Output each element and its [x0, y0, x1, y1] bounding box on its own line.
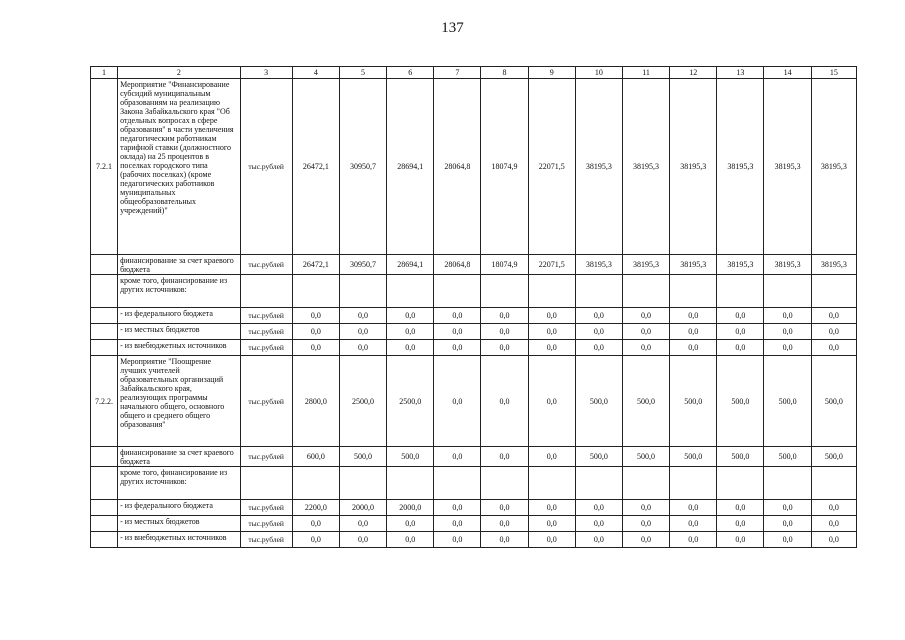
- value-cell: 0,0: [292, 532, 339, 548]
- row-code: [91, 308, 118, 324]
- value-cell: 500,0: [717, 447, 764, 467]
- value-cell: 0,0: [575, 532, 622, 548]
- column-header: 8: [481, 67, 528, 79]
- table-row: [91, 275, 857, 308]
- row-description: - из местных бюджетов: [118, 516, 240, 532]
- value-cell: 38195,3: [717, 255, 764, 275]
- value-cell: 0,0: [292, 308, 339, 324]
- table-row: [91, 356, 857, 447]
- value-cell: 38195,3: [811, 255, 856, 275]
- value-cell: 38195,3: [811, 79, 856, 255]
- value-cell: 0,0: [387, 340, 434, 356]
- value-cell: 0,0: [528, 340, 575, 356]
- row-unit: тыс.рублей: [240, 340, 292, 356]
- value-cell: 0,0: [717, 308, 764, 324]
- value-cell: 500,0: [670, 447, 717, 467]
- value-cell: 0,0: [575, 500, 622, 516]
- value-cell: 2000,0: [339, 500, 386, 516]
- column-header: 13: [717, 67, 764, 79]
- row-description: кроме того, финансирование из других источников:: [118, 467, 240, 500]
- value-cell: 0,0: [670, 340, 717, 356]
- value-cell: 0,0: [811, 340, 856, 356]
- row-code: [91, 447, 118, 467]
- value-cell: 0,0: [575, 516, 622, 532]
- row-description: - из местных бюджетов: [118, 324, 240, 340]
- row-code: [91, 255, 118, 275]
- row-unit: [240, 467, 292, 500]
- row-description: - из федерального бюджета: [118, 308, 240, 324]
- value-cell: 28694,1: [387, 255, 434, 275]
- value-cell: 0,0: [481, 356, 528, 447]
- value-cell: 500,0: [387, 447, 434, 467]
- column-header: 10: [575, 67, 622, 79]
- value-cell: [670, 467, 717, 500]
- value-cell: 500,0: [764, 447, 811, 467]
- column-header: 4: [292, 67, 339, 79]
- value-cell: 28064,8: [434, 255, 481, 275]
- value-cell: 0,0: [764, 308, 811, 324]
- value-cell: [717, 275, 764, 308]
- value-cell: 0,0: [339, 532, 386, 548]
- row-unit: тыс.рублей: [240, 532, 292, 548]
- table-row: [91, 324, 857, 340]
- column-header: 11: [622, 67, 669, 79]
- column-header: 5: [339, 67, 386, 79]
- value-cell: 600,0: [292, 447, 339, 467]
- value-cell: 0,0: [339, 308, 386, 324]
- value-cell: 0,0: [292, 340, 339, 356]
- value-cell: 0,0: [670, 308, 717, 324]
- value-cell: 500,0: [575, 356, 622, 447]
- value-cell: 0,0: [387, 324, 434, 340]
- value-cell: 0,0: [481, 308, 528, 324]
- value-cell: 0,0: [434, 516, 481, 532]
- row-unit: тыс.рублей: [240, 500, 292, 516]
- budget-table: [90, 66, 857, 548]
- value-cell: 0,0: [528, 516, 575, 532]
- row-code: [91, 340, 118, 356]
- value-cell: 0,0: [387, 532, 434, 548]
- column-header: 9: [528, 67, 575, 79]
- row-code: [91, 532, 118, 548]
- table-row: [91, 532, 857, 548]
- value-cell: 0,0: [481, 500, 528, 516]
- value-cell: 26472,1: [292, 79, 339, 255]
- row-unit: тыс.рублей: [240, 308, 292, 324]
- value-cell: 30950,7: [339, 255, 386, 275]
- header-row: [91, 67, 857, 79]
- value-cell: 0,0: [575, 308, 622, 324]
- value-cell: 0,0: [764, 532, 811, 548]
- value-cell: [528, 467, 575, 500]
- value-cell: 0,0: [670, 516, 717, 532]
- value-cell: 38195,3: [575, 79, 622, 255]
- row-description: Мероприятие "Поощрение лучших учителей образовательных организаций Забайкальского края, реализующих программы начального общего, основного общего и среднего общего образования": [118, 356, 240, 447]
- value-cell: 38195,3: [622, 255, 669, 275]
- value-cell: 2200,0: [292, 500, 339, 516]
- value-cell: 0,0: [811, 532, 856, 548]
- value-cell: [764, 467, 811, 500]
- row-unit: тыс.рублей: [240, 324, 292, 340]
- row-code: [91, 324, 118, 340]
- value-cell: 500,0: [811, 447, 856, 467]
- value-cell: [528, 275, 575, 308]
- value-cell: 2500,0: [387, 356, 434, 447]
- value-cell: 0,0: [670, 532, 717, 548]
- value-cell: 0,0: [292, 324, 339, 340]
- table-row: [91, 467, 857, 500]
- row-description: кроме того, финансирование из других источников:: [118, 275, 240, 308]
- row-description: - из федерального бюджета: [118, 500, 240, 516]
- value-cell: 0,0: [434, 500, 481, 516]
- value-cell: 500,0: [764, 356, 811, 447]
- column-header: 14: [764, 67, 811, 79]
- value-cell: 0,0: [434, 340, 481, 356]
- row-unit: тыс.рублей: [240, 516, 292, 532]
- value-cell: 0,0: [481, 516, 528, 532]
- value-cell: 22071,5: [528, 255, 575, 275]
- value-cell: 18074,9: [481, 79, 528, 255]
- value-cell: 38195,3: [622, 79, 669, 255]
- row-unit: тыс.рублей: [240, 356, 292, 447]
- value-cell: 0,0: [670, 324, 717, 340]
- value-cell: 38195,3: [575, 255, 622, 275]
- value-cell: 0,0: [434, 356, 481, 447]
- value-cell: 0,0: [670, 500, 717, 516]
- value-cell: 0,0: [717, 324, 764, 340]
- value-cell: 0,0: [811, 500, 856, 516]
- value-cell: 0,0: [764, 324, 811, 340]
- row-description: финансирование за счет краевого бюджета: [118, 447, 240, 467]
- value-cell: 0,0: [764, 340, 811, 356]
- value-cell: 0,0: [528, 447, 575, 467]
- row-code: [91, 500, 118, 516]
- value-cell: 0,0: [764, 516, 811, 532]
- value-cell: 0,0: [481, 340, 528, 356]
- value-cell: 0,0: [575, 324, 622, 340]
- value-cell: 0,0: [387, 516, 434, 532]
- value-cell: 0,0: [339, 516, 386, 532]
- value-cell: 0,0: [339, 340, 386, 356]
- value-cell: 2800,0: [292, 356, 339, 447]
- value-cell: [481, 467, 528, 500]
- value-cell: 0,0: [622, 324, 669, 340]
- table-row: [91, 340, 857, 356]
- row-unit: тыс.рублей: [240, 255, 292, 275]
- column-header: 6: [387, 67, 434, 79]
- value-cell: 38195,3: [764, 79, 811, 255]
- value-cell: 0,0: [575, 340, 622, 356]
- value-cell: [481, 275, 528, 308]
- value-cell: 500,0: [717, 356, 764, 447]
- value-cell: [387, 275, 434, 308]
- value-cell: 0,0: [434, 532, 481, 548]
- value-cell: 0,0: [622, 308, 669, 324]
- value-cell: 38195,3: [670, 79, 717, 255]
- value-cell: 0,0: [622, 516, 669, 532]
- value-cell: 2500,0: [339, 356, 386, 447]
- value-cell: [292, 467, 339, 500]
- value-cell: 500,0: [575, 447, 622, 467]
- value-cell: 0,0: [622, 500, 669, 516]
- row-unit: тыс.рублей: [240, 447, 292, 467]
- value-cell: 0,0: [481, 447, 528, 467]
- value-cell: [339, 275, 386, 308]
- value-cell: 0,0: [292, 516, 339, 532]
- value-cell: 0,0: [528, 308, 575, 324]
- table-row: [91, 79, 857, 255]
- row-code: [91, 467, 118, 500]
- value-cell: 500,0: [622, 447, 669, 467]
- value-cell: 0,0: [434, 324, 481, 340]
- value-cell: 22071,5: [528, 79, 575, 255]
- value-cell: [622, 275, 669, 308]
- value-cell: 0,0: [717, 532, 764, 548]
- value-cell: 0,0: [387, 308, 434, 324]
- value-cell: 28694,1: [387, 79, 434, 255]
- table-row: [91, 447, 857, 467]
- value-cell: 500,0: [622, 356, 669, 447]
- page-number: 137: [441, 20, 464, 36]
- value-cell: 18074,9: [481, 255, 528, 275]
- row-code: 7.2.2.: [91, 356, 118, 447]
- value-cell: 0,0: [528, 324, 575, 340]
- value-cell: [811, 275, 856, 308]
- value-cell: 0,0: [811, 308, 856, 324]
- value-cell: 0,0: [481, 532, 528, 548]
- value-cell: 38195,3: [764, 255, 811, 275]
- table-row: [91, 500, 857, 516]
- value-cell: 0,0: [717, 340, 764, 356]
- value-cell: 0,0: [339, 324, 386, 340]
- value-cell: 0,0: [528, 356, 575, 447]
- value-cell: [434, 467, 481, 500]
- value-cell: 0,0: [811, 324, 856, 340]
- value-cell: [292, 275, 339, 308]
- row-unit: тыс.рублей: [240, 79, 292, 255]
- row-code: 7.2.1: [91, 79, 118, 255]
- column-header: 2: [118, 67, 240, 79]
- row-description: Мероприятие "Финансирование субсидий муниципальным образованиям на реализацию Закона Забайкальского края "Об отдельных вопросах в сфере образования" в части увеличения педагогическим работникам тарифной ставки (должностного оклада) на 25 процентов в поселках городского типа (рабочих поселках) (кроме педагогических работников муниципальных общеобразовательных учреждений)": [118, 79, 240, 255]
- value-cell: 0,0: [811, 516, 856, 532]
- value-cell: [764, 275, 811, 308]
- value-cell: [670, 275, 717, 308]
- value-cell: 0,0: [622, 340, 669, 356]
- table-row: [91, 255, 857, 275]
- value-cell: [811, 467, 856, 500]
- value-cell: 0,0: [717, 516, 764, 532]
- value-cell: 0,0: [528, 500, 575, 516]
- value-cell: 2000,0: [387, 500, 434, 516]
- value-cell: [339, 467, 386, 500]
- value-cell: 30950,7: [339, 79, 386, 255]
- value-cell: 0,0: [528, 532, 575, 548]
- value-cell: [434, 275, 481, 308]
- table-row: [91, 516, 857, 532]
- value-cell: 0,0: [434, 447, 481, 467]
- column-header: 3: [240, 67, 292, 79]
- value-cell: 38195,3: [717, 79, 764, 255]
- column-header: 7: [434, 67, 481, 79]
- row-description: - из внебюджетных источников: [118, 532, 240, 548]
- column-header: 15: [811, 67, 856, 79]
- value-cell: 26472,1: [292, 255, 339, 275]
- row-description: - из внебюджетных источников: [118, 340, 240, 356]
- value-cell: 500,0: [670, 356, 717, 447]
- row-description: финансирование за счет краевого бюджета: [118, 255, 240, 275]
- row-code: [91, 275, 118, 308]
- value-cell: 0,0: [764, 500, 811, 516]
- value-cell: [575, 275, 622, 308]
- row-code: [91, 516, 118, 532]
- value-cell: 500,0: [339, 447, 386, 467]
- column-header: 1: [91, 67, 118, 79]
- value-cell: [387, 467, 434, 500]
- value-cell: 0,0: [622, 532, 669, 548]
- value-cell: 500,0: [811, 356, 856, 447]
- value-cell: [717, 467, 764, 500]
- value-cell: 0,0: [717, 500, 764, 516]
- value-cell: 28064,8: [434, 79, 481, 255]
- value-cell: 0,0: [481, 324, 528, 340]
- table-row: [91, 308, 857, 324]
- value-cell: [575, 467, 622, 500]
- column-header: 12: [670, 67, 717, 79]
- value-cell: 0,0: [434, 308, 481, 324]
- value-cell: [622, 467, 669, 500]
- row-unit: [240, 275, 292, 308]
- value-cell: 38195,3: [670, 255, 717, 275]
